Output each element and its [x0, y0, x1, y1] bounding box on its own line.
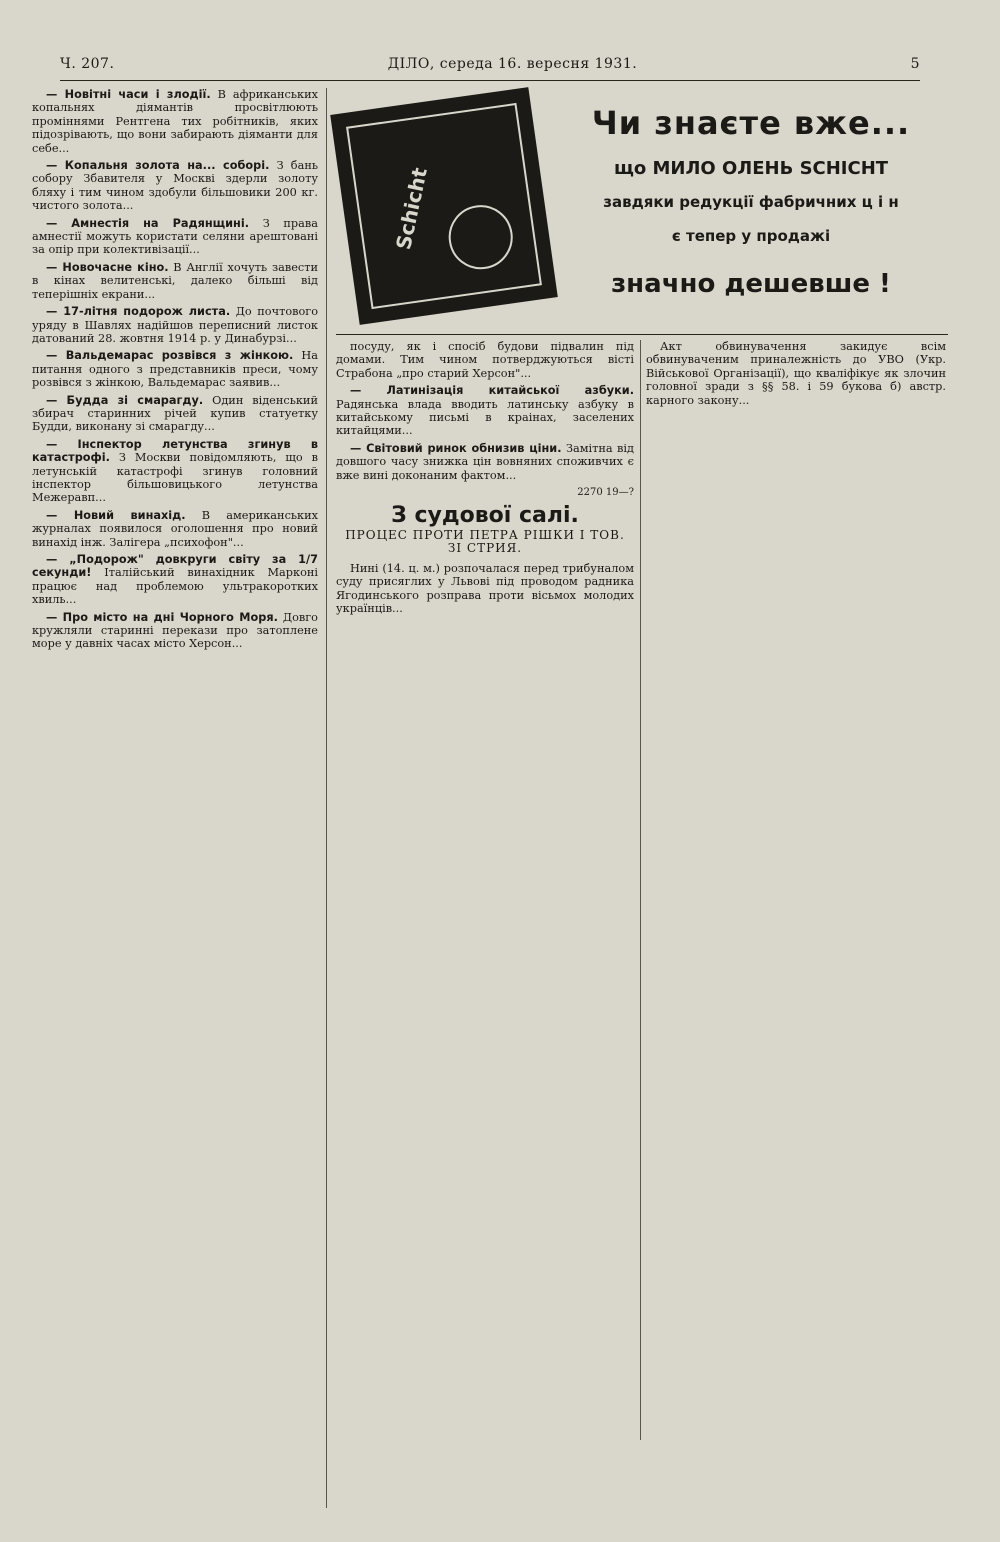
- news-item-text: Довго кружляли старинні перекази про затоплене море у давніх часах місто Херсон...: [32, 610, 318, 651]
- court-section-text: Нині (14. ц. м.) розпочалася перед трибуналом суду присяглих у Львові під проводом радника Ягодинського розправа проти вісьмох молодих українців...: [336, 561, 634, 615]
- news-item-title: — Будда зі смарагду.: [46, 393, 204, 407]
- news-item: [336, 340, 634, 380]
- news-item-text: Один віденський збирач старинних річей купив статуетку Будди, виконану зі смарагду...: [32, 393, 318, 434]
- indictment-text: Акт обвинувачення закидує всім обвинуваченим приналежність до УВО (Укр. Військової Організації), що кваліфікує як злочин головної зради з §§ 58. і 59 букова б) австр. карного закону...: [646, 340, 946, 407]
- newspaper-title: ДІЛО, середа 16. вересня 1931.: [387, 56, 638, 72]
- news-item-title: — „Подорож" довкруги світу за 1/7 секунди!: [32, 553, 318, 580]
- ad-line-1: що МИЛО ОЛЕНЬ SCHICHT: [613, 158, 889, 179]
- news-item: [32, 261, 318, 301]
- news-item-title: — Вальдемарас розвівся з жінкою.: [46, 349, 294, 363]
- news-item: [32, 553, 318, 607]
- news-item-text: З Москви повідомляють, що в летунській катастрофі згинув головний інспектор більшовицького летунства Межеравп...: [32, 451, 318, 505]
- advertisement-text: [566, 104, 936, 299]
- news-item: [336, 442, 634, 482]
- news-item: [32, 217, 318, 257]
- news-item-title: — Новітні часи і злодії.: [46, 88, 211, 101]
- court-section-title: З судової салі.: [391, 503, 579, 529]
- news-item-title: — Копальня золота на... соборі.: [46, 159, 270, 173]
- news-item-text: З права амнестії можуть користати селяни арештовані за опір при колективізації...: [32, 216, 318, 257]
- news-item-title: — Новочасне кіно.: [46, 260, 169, 274]
- column-divider: [326, 88, 327, 1508]
- news-item-text: На питання одного з представників преси, чому розвівся з жінкою, Вальдемарас заявив...: [32, 349, 318, 390]
- issue-number: Ч. 207.: [60, 56, 115, 72]
- news-item-text: В американських журналах появилося оголошення про новий винахід інж. Залігера „психофон"...: [32, 508, 318, 549]
- masthead: [60, 52, 920, 76]
- soap-brand-label: Schicht: [391, 165, 432, 252]
- court-section-subtitle: ПРОЦЕС ПРОТИ ПЕТРА РІШКИ І ТОВ. ЗІ СТРИЯ.: [345, 527, 625, 556]
- soap-advertisement: [336, 88, 948, 335]
- news-item-text: В Англії хочуть завести в кінах велитенські, далеко більші від теперішніх екрани...: [32, 260, 318, 301]
- soap-box-illustration: [330, 87, 558, 325]
- ad-line-4: значно дешевше !: [611, 269, 891, 299]
- news-item-text: посуду, як і спосіб будови підвалин під домами. Тим чином потверджуються вісті Страбона „про старий Херсон"...: [336, 340, 634, 380]
- notice-code: 2270 19—?: [577, 487, 634, 499]
- news-item-text: З бань собору Збавителя у Москві здерли золоту бляху і тим чином здобули більшовики 200 кг. чистого золота...: [32, 159, 318, 213]
- news-item-title: — 17-літня подорож листа.: [46, 305, 231, 319]
- news-item-title: — Світовий ринок обнизив ціни.: [350, 441, 562, 455]
- column-1: [32, 88, 318, 1508]
- news-item-text: До почтового уряду в Шавлях надійшов переписний листок датований 28. жовтня 1914 р. у Динабурзі...: [32, 305, 318, 345]
- column-3: [646, 340, 946, 1440]
- news-item-title: — Про місто на дні Чорного Моря.: [46, 610, 278, 624]
- ad-line-3: є тепер у продажі: [671, 227, 831, 245]
- news-item: [32, 509, 318, 549]
- news-item: [32, 88, 318, 155]
- news-item: [32, 394, 318, 434]
- news-item-text: Радянська влада вводить латинську азбуку в китайському письмі в краінах, заселених китайцями...: [336, 397, 634, 438]
- news-item: [32, 349, 318, 389]
- news-item-title: — Амнестія на Радянщині.: [46, 216, 250, 230]
- column-divider: [640, 340, 641, 1440]
- ad-line-2: завдяки редукції фабричних ц і н: [603, 193, 899, 211]
- ad-headline: Чи знаєте вже...: [591, 104, 911, 142]
- column-2-items: [336, 340, 634, 482]
- news-item: [32, 305, 318, 345]
- masthead-rule: [60, 80, 920, 81]
- news-item-text: В африканських копальнях діямантів просвітлюють проміннями Рентгена тих робітників, яких підозрівають, що вони забирають діяманти для себе...: [32, 88, 318, 155]
- column-2: [336, 340, 634, 1460]
- news-item-title: — Інспектор летунства згинув в катастрофі.: [32, 437, 318, 465]
- news-item-title: — Латинізація китайської азбуки.: [350, 384, 634, 398]
- news-item: [32, 438, 318, 505]
- news-item: [336, 384, 634, 438]
- news-item-text: Італійський винахідник Марконі працює над проблемою ультракоротких хвиль...: [32, 566, 318, 607]
- page-number: 5: [910, 56, 920, 72]
- news-item: [32, 611, 318, 651]
- news-item-title: — Новий винахід.: [46, 508, 186, 522]
- news-item: [32, 159, 318, 213]
- news-item-text: Замітна від довшого часу знижка цін вовняних споживчих є вже вині доконаним фактом...: [336, 441, 634, 482]
